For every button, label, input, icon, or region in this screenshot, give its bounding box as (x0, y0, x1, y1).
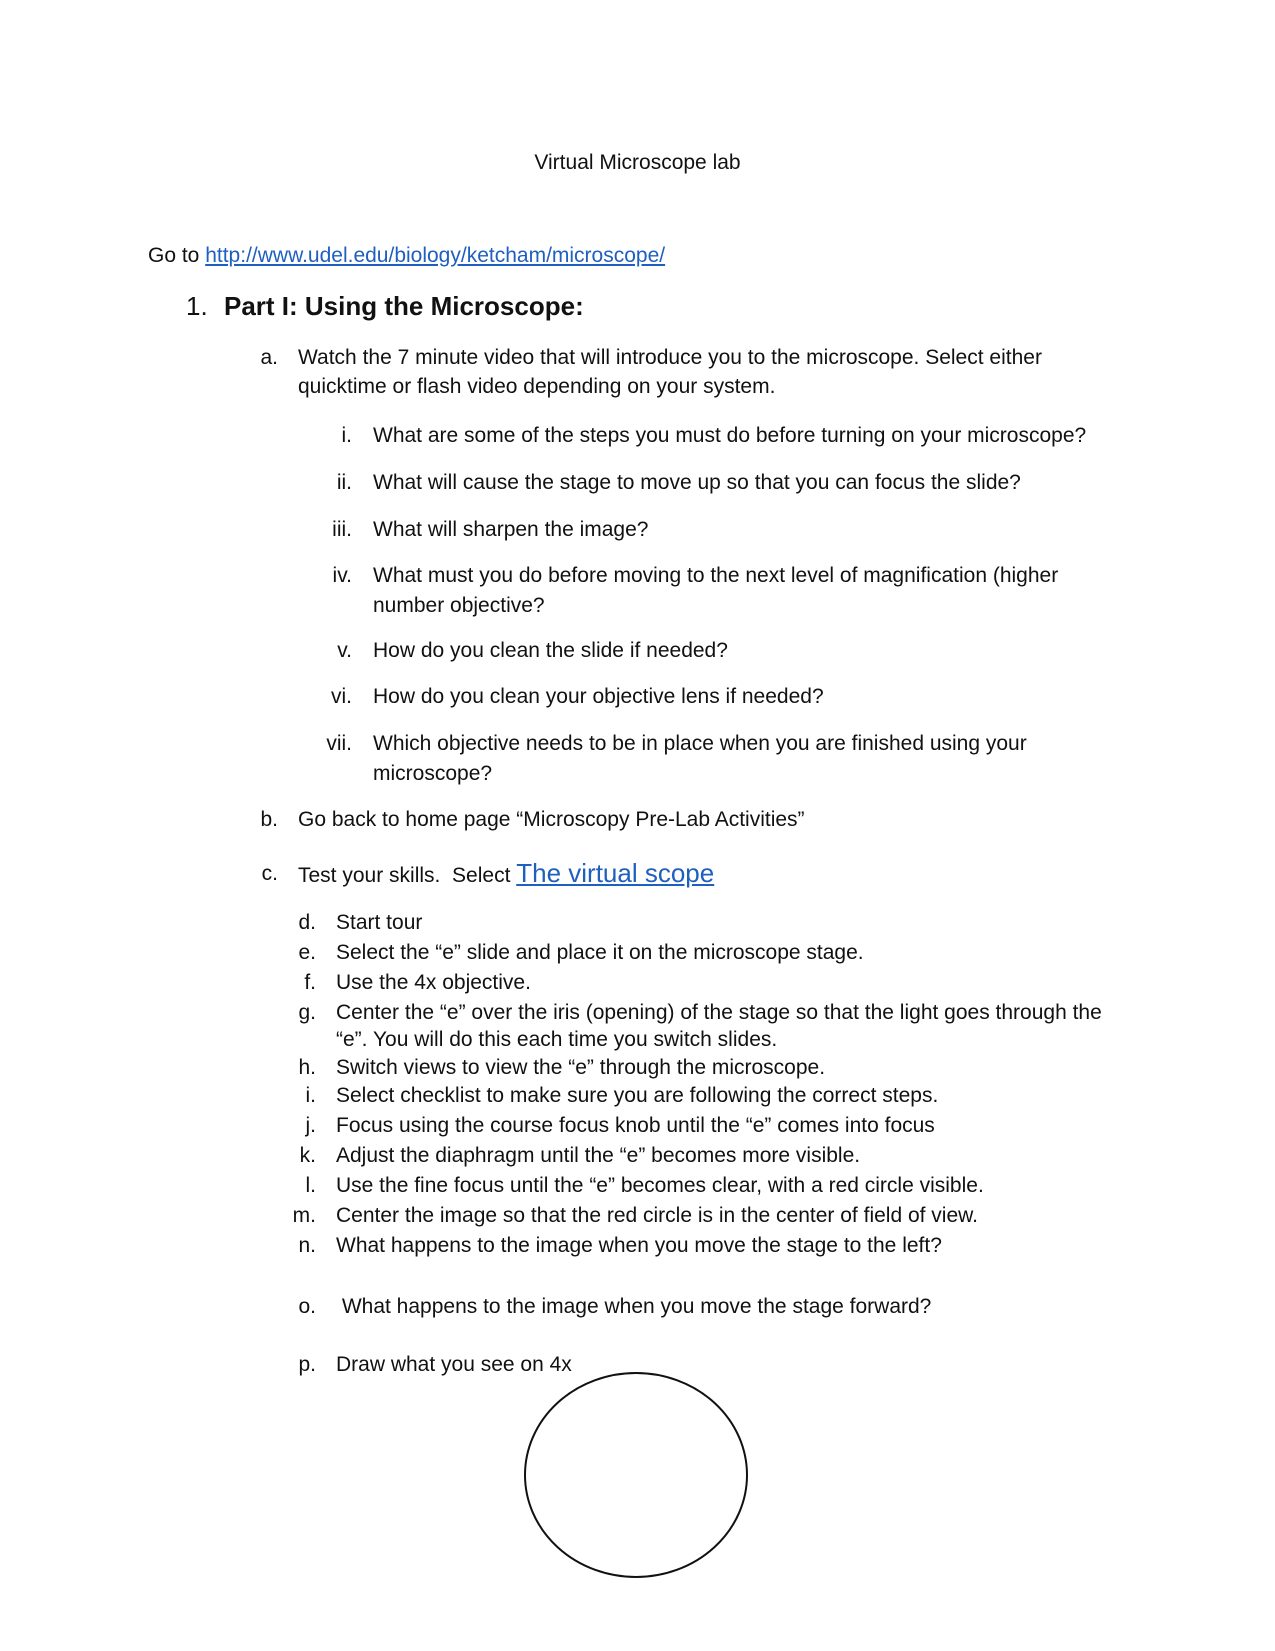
step-marker: n. (298, 1234, 316, 1257)
drawing-circle (522, 1370, 752, 1582)
roman-question: microscope? (373, 762, 493, 785)
roman-marker: v. (337, 639, 352, 662)
step-marker: m. (292, 1204, 316, 1227)
item-a-marker: a. (260, 346, 278, 369)
roman-question: How do you clean the slide if needed? (373, 639, 728, 662)
microscope-site-link[interactable]: http://www.udel.edu/biology/ketcham/microscope/ (205, 244, 666, 267)
step-marker: p. (298, 1353, 316, 1376)
item-c-marker: c. (261, 862, 278, 885)
step-marker: k. (299, 1144, 316, 1167)
item-b-text: Go back to home page “Microscopy Pre-Lab Activities” (298, 808, 805, 831)
step-marker: j. (305, 1114, 316, 1137)
item-b-marker: b. (260, 808, 278, 831)
step-text: What happens to the image when you move the stage to the left? (336, 1234, 942, 1257)
step-marker: f. (304, 971, 316, 994)
step-marker: h. (298, 1056, 316, 1079)
roman-marker: iv. (332, 564, 352, 587)
step-marker: e. (298, 941, 316, 964)
roman-marker: vi. (331, 685, 352, 708)
step-text: Draw what you see on 4x (336, 1353, 572, 1376)
goto-line (148, 243, 665, 269)
roman-question: Which objective needs to be in place when you are finished using your (373, 732, 1027, 755)
step-text: Use the 4x objective. (336, 971, 531, 994)
step-text: Start tour (336, 911, 423, 934)
step-text: Center the image so that the red circle is in the center of field of view. (336, 1204, 978, 1227)
roman-question: number objective? (373, 594, 545, 617)
step-text: Select the “e” slide and place it on the microscope stage. (336, 941, 864, 964)
item-a-line: Watch the 7 minute video that will introduce you to the microscope. Select either (298, 346, 1042, 369)
step-text: Use the fine focus until the “e” becomes clear, with a red circle visible. (336, 1174, 984, 1197)
document-title: Virtual Microscope lab (534, 151, 741, 174)
step-marker: i. (305, 1084, 316, 1107)
roman-question: What are some of the steps you must do before turning on your microscope? (373, 424, 1087, 447)
step-marker: d. (298, 911, 316, 934)
step-text: Switch views to view the “e” through the microscope. (336, 1056, 826, 1079)
step-marker: o. (298, 1295, 316, 1318)
roman-marker: vii. (326, 732, 352, 755)
roman-question: What will sharpen the image? (373, 518, 649, 541)
step-marker: l. (305, 1174, 316, 1197)
part-number: 1. (186, 291, 208, 321)
step-marker: g. (298, 1001, 316, 1024)
roman-marker: iii. (332, 518, 352, 541)
step-text: Center the “e” over the iris (opening) of the stage so that the light goes through the (336, 1001, 1102, 1024)
step-text: Adjust the diaphragm until the “e” becomes more visible. (336, 1144, 861, 1167)
roman-question: What must you do before moving to the next level of magnification (higher (373, 564, 1059, 587)
roman-question: What will cause the stage to move up so that you can focus the slide? (373, 471, 1021, 494)
item-c-text: Test your skills. Select (298, 863, 517, 887)
roman-question: How do you clean your objective lens if needed? (373, 685, 824, 708)
item-a-line: quicktime or flash video depending on your system. (298, 375, 776, 398)
step-text: Select checklist to make sure you are following the correct steps. (336, 1084, 939, 1107)
step-text: Focus using the course focus knob until the “e” comes into focus (336, 1114, 935, 1137)
roman-marker: ii. (336, 471, 352, 494)
goto-prefix: Go to (148, 244, 206, 267)
part-heading: Part I: Using the Microscope: (224, 291, 584, 321)
virtual-scope-link[interactable]: The virtual scope (516, 857, 715, 888)
step-text: “e”. You will do this each time you switch slides. (336, 1028, 778, 1051)
roman-marker: i. (341, 424, 352, 447)
step-text: What happens to the image when you move the stage forward? (336, 1295, 932, 1318)
item-c-line (298, 853, 714, 889)
